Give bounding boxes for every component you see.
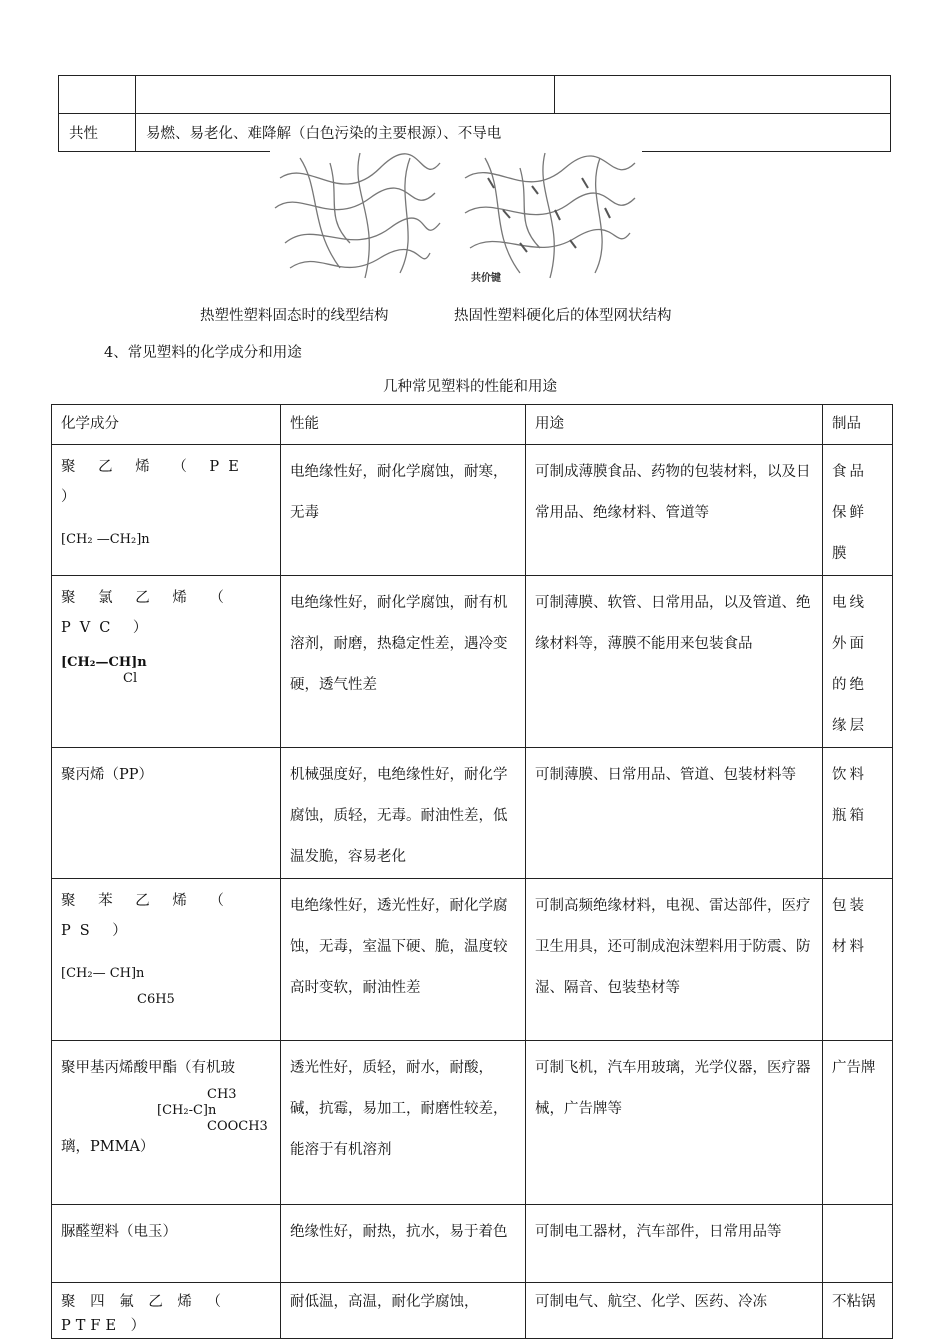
products-cell: 不粘锅 (823, 1283, 893, 1339)
linear-and-network-structure-image (270, 148, 642, 288)
table-row (52, 445, 893, 576)
row-value: 易燃、易老化、难降解（白色污染的主要根源）、不导电 (136, 114, 891, 152)
uses-cell: 可制电气、航空、化学、医药、冷冻 (526, 1283, 823, 1339)
products-cell: 包装材料 (823, 879, 893, 1041)
plastic-name: 聚 苯 乙 烯 （ PS ） (61, 893, 233, 939)
covalent-bond-marks (488, 178, 610, 252)
caption-network: 热固性塑料硬化后的体型网状结构 (454, 308, 672, 324)
uses-cell: 可制薄膜、日常用品、管道、包装材料等 (526, 748, 823, 879)
plastic-name: 聚 四 氟 乙 烯 （ PTFE ） (52, 1283, 281, 1339)
formula-substituent: C6H5 (137, 992, 175, 1007)
plastic-name: 聚 氯 乙 烯 （ PVC ） (61, 590, 233, 636)
chemical-cell (52, 879, 281, 1041)
properties-cell: 耐低温，高温，耐化学腐蚀， (281, 1283, 526, 1339)
properties-cell: 电绝缘性好，耐化学腐蚀，耐有机溶剂，耐磨，热稳定性差，遇冷变硬，透气性差 (281, 576, 526, 748)
header-properties: 性能 (281, 405, 526, 445)
chemical-formula: [CH₂—CH]n (61, 655, 147, 670)
products-cell: 食品保鲜膜 (823, 445, 893, 576)
chemical-cell (52, 1041, 281, 1205)
table-header-row (52, 405, 893, 445)
properties-cell: 绝缘性好，耐热，抗水，易于着色 (281, 1205, 526, 1283)
uses-cell: 可制电工器材，汽车部件，日常用品等 (526, 1205, 823, 1283)
products-cell: 电线外面的绝缘层 (823, 576, 893, 748)
uses-cell: 可制飞机，汽车用玻璃，光学仪器，医疗器械，广告牌等 (526, 1041, 823, 1205)
table-row (52, 576, 893, 748)
table-row (52, 879, 893, 1041)
header-chemical: 化学成分 (52, 405, 281, 445)
formula-ester: COOCH3 (207, 1119, 268, 1134)
linear-structure-drawing (275, 153, 440, 278)
formula-substituent: Cl (123, 671, 138, 686)
covalent-bond-label: 共价键 (471, 273, 501, 284)
table-row (52, 1041, 893, 1205)
header-uses: 用途 (526, 405, 823, 445)
uses-cell: 可制成薄膜食品、药物的包装材料，以及日常用品、绝缘材料、管道等 (526, 445, 823, 576)
plastic-name-cont: 璃，PMMA） (61, 1139, 155, 1155)
cell (59, 76, 136, 114)
properties-cell: 电绝缘性好，耐化学腐蚀，耐寒，无毒 (281, 445, 526, 576)
properties-cell: 机械强度好，电绝缘性好，耐化学腐蚀，质轻，无毒。耐油性差，低温发脆，容易老化 (281, 748, 526, 879)
chemical-formula: [CH₂-C]n (157, 1103, 217, 1118)
products-cell (823, 1205, 893, 1283)
table-row (52, 1205, 893, 1283)
cell (555, 76, 891, 114)
common-traits-table (58, 75, 891, 152)
plastic-name: 聚 乙 烯 （ PE ） (61, 459, 248, 505)
table-row (52, 1283, 893, 1339)
plastic-name: 聚甲基丙烯酸甲酯（有机玻 (61, 1060, 235, 1076)
chemical-formula: [CH₂ —CH₂]n (61, 532, 150, 547)
uses-cell: 可制高频绝缘材料，电视、雷达部件，医疗卫生用具，还可制成泡沫塑料用于防震、防湿、隔音、包装垫材等 (526, 879, 823, 1041)
uses-cell: 可制薄膜、软管、日常用品，以及管道、绝缘材料等，薄膜不能用来包装食品 (526, 576, 823, 748)
row-label: 共性 (59, 114, 136, 152)
chemical-formula: [CH₂— CH]n (61, 966, 145, 981)
plastic-name: 聚丙烯（PP） (52, 748, 281, 879)
chemical-cell (52, 445, 281, 576)
cell (136, 76, 555, 114)
properties-cell: 电绝缘性好，透光性好，耐化学腐蚀，无毒，室温下硬、脆，温度较高时变软，耐油性差 (281, 879, 526, 1041)
table-title: 几种常见塑料的性能和用途 (383, 379, 557, 395)
section-heading: 4、常见塑料的化学成分和用途 (104, 345, 302, 361)
products-cell: 饮料瓶箱 (823, 748, 893, 879)
structure-figure (270, 148, 642, 288)
products-cell: 广告牌 (823, 1041, 893, 1205)
plastics-table (51, 404, 893, 1339)
properties-cell: 透光性好，质轻，耐水，耐酸，碱，抗霉，易加工，耐磨性较差，能溶于有机溶剂 (281, 1041, 526, 1205)
header-products: 制品 (823, 405, 893, 445)
formula-methyl: CH3 (207, 1087, 237, 1102)
table-row (52, 748, 893, 879)
caption-linear: 热塑性塑料固态时的线型结构 (200, 308, 389, 324)
plastic-name: 脲醛塑料（电玉） (52, 1205, 281, 1283)
chemical-cell (52, 576, 281, 748)
